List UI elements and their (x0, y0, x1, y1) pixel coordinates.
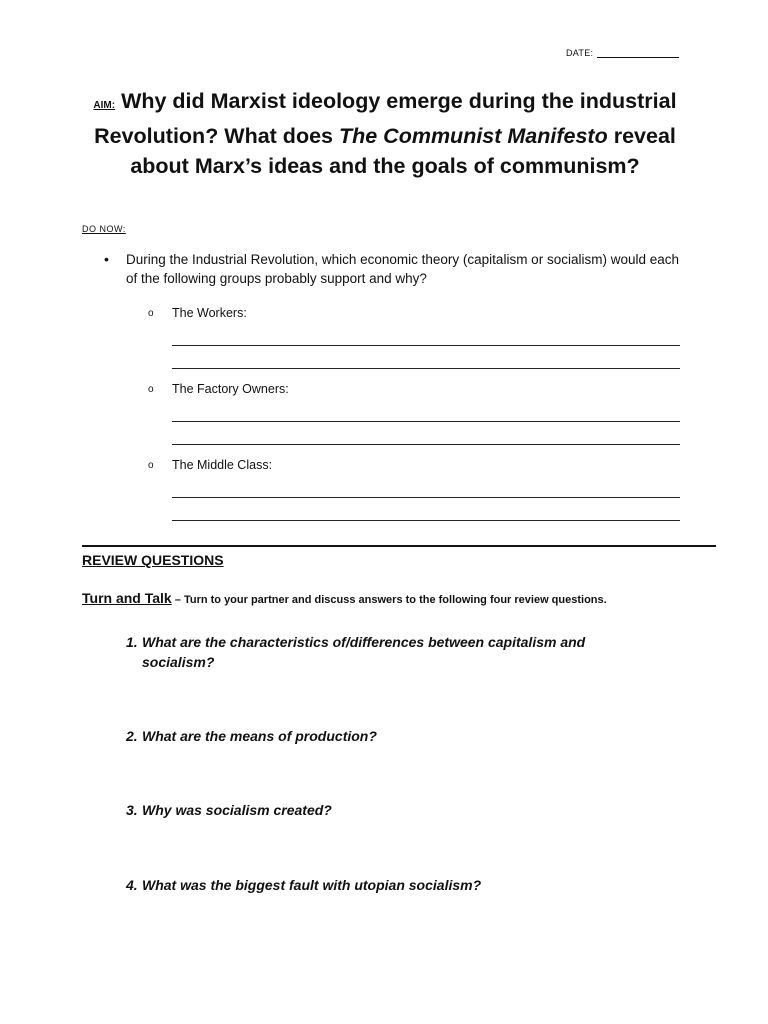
review-question-2 (126, 726, 646, 746)
answer-line[interactable] (172, 475, 680, 498)
date-label: DATE: (566, 48, 594, 58)
aim-text-part1: Why did Marxist ideology emerge during the industrial Revolution? What does (94, 89, 677, 148)
sub-bullet-icon: o (148, 460, 154, 471)
review-question-3 (126, 800, 646, 820)
review-question-4 (126, 875, 646, 895)
date-field (566, 47, 679, 58)
question-text: What are the characteristics of/differences between capitalism and socialism? (142, 634, 586, 670)
answer-line[interactable] (172, 346, 680, 369)
sub-bullet-icon: o (148, 384, 154, 395)
question-number: 1. (126, 634, 138, 650)
answer-line[interactable] (172, 422, 680, 445)
group-factory-owners (148, 381, 688, 445)
turn-and-talk-text: – Turn to your partner and discuss answers to the following four review questions. (171, 594, 607, 606)
question-number: 4. (126, 877, 138, 893)
aim-text-part2: reveal about Marx’s ideas and the goals of communism? (130, 124, 676, 178)
bullet-icon: • (104, 251, 109, 267)
turn-and-talk (82, 590, 607, 606)
do-now-label: DO NOW: (82, 224, 126, 234)
group-label: The Factory Owners: (172, 382, 289, 396)
answer-line[interactable] (172, 498, 680, 521)
aim-label: AIM: (93, 100, 116, 111)
review-question-1 (126, 632, 646, 672)
date-blank-line (597, 47, 679, 58)
group-label: The Workers: (172, 306, 247, 320)
aim-heading (80, 86, 690, 181)
section-divider (82, 545, 716, 547)
aim-text-italic: The Communist Manifesto (338, 124, 608, 148)
do-now-question-text: During the Industrial Revolution, which economic theory (capitalism or socialism) would each of the following groups probably support and why? (126, 252, 679, 286)
question-number: 3. (126, 802, 138, 818)
question-text: Why was socialism created? (142, 802, 332, 818)
turn-and-talk-title: Turn and Talk (82, 590, 172, 606)
answer-line[interactable] (172, 323, 680, 346)
question-number: 2. (126, 728, 138, 744)
question-text: What was the biggest fault with utopian socialism? (142, 877, 482, 893)
question-text: What are the means of production? (142, 728, 377, 744)
group-label: The Middle Class: (172, 458, 273, 472)
group-workers (148, 305, 688, 369)
do-now-question (104, 250, 684, 288)
review-questions-heading: REVIEW QUESTIONS (82, 552, 224, 568)
answer-line[interactable] (172, 399, 680, 422)
sub-bullet-icon: o (148, 308, 154, 319)
group-middle-class (148, 457, 688, 521)
